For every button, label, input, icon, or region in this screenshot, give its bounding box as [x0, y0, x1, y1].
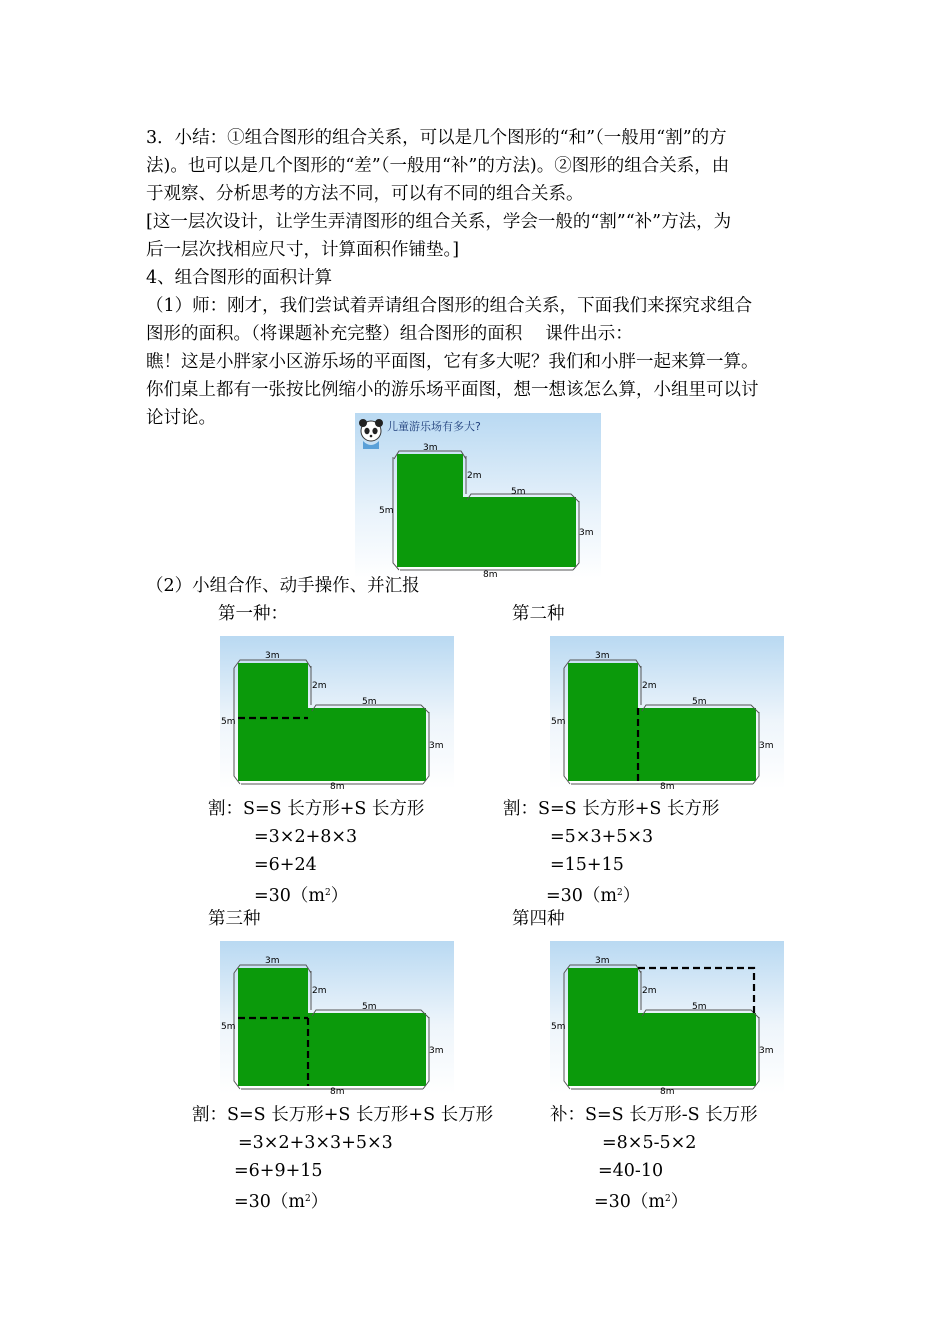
method-1-figure: [220, 636, 454, 789]
label-step: 2m: [642, 986, 657, 996]
method-3-title: 第三种: [208, 909, 261, 929]
label-step: 2m: [642, 681, 657, 691]
teacher-line-1: （1）师：刚才，我们尝试着弄请组合图形的组合关系，下面我们来探究求组合: [146, 296, 753, 316]
group-work-line: （2）小组合作、动手操作、并汇报: [146, 576, 420, 596]
method-2-figure: [550, 636, 784, 789]
look-line-3: 论讨论。: [146, 408, 216, 428]
label-step: 2m: [312, 681, 327, 691]
summary-line-3: 于观察、分析思考的方法不同，可以有不同的组合关系。: [146, 184, 584, 204]
figure-caption: 儿童游乐场有多大?: [387, 420, 481, 433]
design-note-line-1: [这一层次设计，让学生弄清图形的组合关系，学会一般的“割”“补”方法，为: [146, 212, 732, 232]
section-heading-4: 4、组合图形的面积计算: [146, 268, 333, 288]
look-line-2: 你们桌上都有一张按比例缩小的游乐场平面图，想一想该怎么算，小组里可以讨: [146, 380, 759, 400]
label-top: 3m: [595, 956, 610, 966]
label-left: 5m: [221, 1022, 236, 1032]
label-bottom: 8m: [660, 1087, 675, 1094]
teacher-line-2: 图形的面积。（将课题补充完整）组合图形的面积 课件出示：: [146, 324, 633, 344]
label-left: 5m: [551, 1022, 566, 1032]
summary-line-1: 3．小结：①组合图形的组合关系，可以是几个图形的“和”（一般用“割”的方: [146, 128, 727, 148]
label-right: 3m: [759, 741, 774, 751]
label-step: 2m: [467, 471, 482, 481]
label-mid: 5m: [692, 697, 707, 707]
method-4-figure: [550, 941, 784, 1094]
design-note-line-2: 后一层次找相应尺寸，计算面积作铺垫。]: [146, 240, 460, 260]
label-right: 3m: [579, 528, 594, 538]
label-right: 3m: [429, 1046, 444, 1056]
method-1-title: 第一种：: [218, 604, 288, 624]
label-mid: 5m: [362, 697, 377, 707]
label-top: 3m: [423, 443, 438, 453]
label-mid: 5m: [362, 1002, 377, 1012]
playground-main-figure: [355, 413, 601, 578]
label-bottom: 8m: [483, 570, 498, 578]
label-top: 3m: [265, 651, 280, 661]
method-4-title: 第四种: [512, 909, 565, 929]
label-right: 3m: [759, 1046, 774, 1056]
summary-line-2: 法)。也可以是几个图形的“差”（一般用“补”的方法)。②图形的组合关系，由: [146, 156, 730, 176]
method-2-title: 第二种: [512, 604, 565, 624]
label-left: 5m: [221, 717, 236, 727]
label-left: 5m: [379, 506, 394, 516]
label-bottom: 8m: [660, 782, 675, 789]
label-right: 3m: [429, 741, 444, 751]
label-step: 2m: [312, 986, 327, 996]
label-bottom: 8m: [330, 1087, 345, 1094]
label-mid: 5m: [692, 1002, 707, 1012]
label-bottom: 8m: [330, 782, 345, 789]
label-left: 5m: [551, 717, 566, 727]
label-mid: 5m: [511, 487, 526, 497]
label-top: 3m: [595, 651, 610, 661]
method-3-figure: [220, 941, 454, 1094]
look-line-1: 瞧！这是小胖家小区游乐场的平面图，它有多大呢？我们和小胖一起来算一算。: [146, 352, 759, 372]
label-top: 3m: [265, 956, 280, 966]
